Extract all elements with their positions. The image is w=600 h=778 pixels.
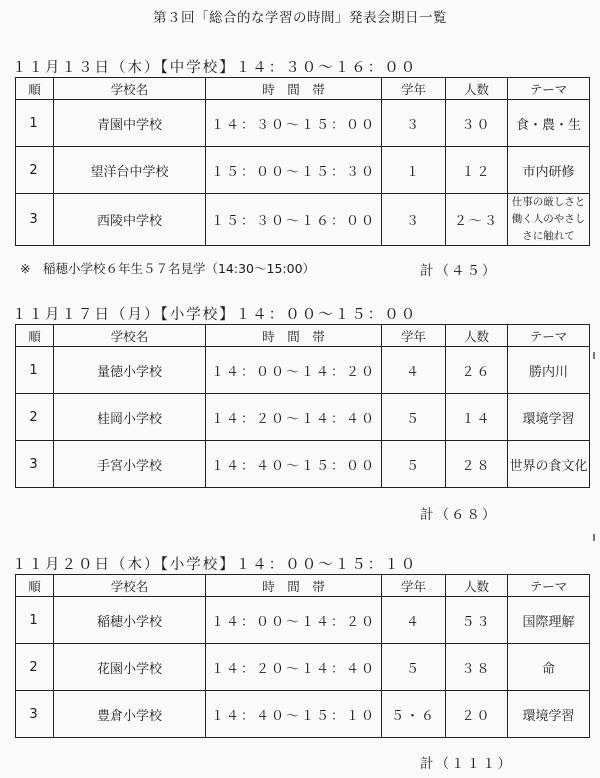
column-header-grade: 学年	[382, 325, 446, 347]
cell-time: １４：２０～１４：４０	[206, 644, 382, 691]
column-header-time: 時 間 帯	[206, 575, 382, 597]
column-header-theme: テーマ	[508, 78, 590, 100]
table-row	[16, 597, 590, 644]
cell-order: 1	[16, 100, 54, 147]
cell-time: １４：００～１４：２０	[206, 597, 382, 644]
cell-school: 望洋台中学校	[54, 147, 206, 194]
section-header: １１月１７日（月）【小学校】１４：００～１５：００	[12, 307, 418, 323]
scan-margin-mark	[593, 352, 595, 359]
column-header-count: 人数	[446, 575, 508, 597]
cell-theme: 市内研修	[508, 147, 590, 194]
column-header-theme: テーマ	[508, 325, 590, 347]
table-row	[16, 644, 590, 691]
table-header-row	[16, 325, 590, 347]
cell-order: 3	[16, 194, 54, 246]
page-title: 第３回「総合的な学習の時間」発表会期日一覧	[153, 10, 447, 26]
cell-count: １４	[446, 394, 508, 441]
cell-school: 花園小学校	[54, 644, 206, 691]
cell-order: 2	[16, 147, 54, 194]
total-count: 計（４５）	[420, 263, 498, 279]
cell-order: 1	[16, 597, 54, 644]
table-row	[16, 194, 590, 246]
schedule-table	[15, 324, 590, 488]
cell-time: １４：４０～１５：００	[206, 441, 382, 488]
column-header-school: 学校名	[54, 575, 206, 597]
column-header-count: 人数	[446, 78, 508, 100]
cell-time: １５：３０～１６：００	[206, 194, 382, 246]
cell-count: １２	[446, 147, 508, 194]
column-header-order: 順	[16, 325, 54, 347]
cell-theme: 勝内川	[508, 347, 590, 394]
cell-count: ２～３	[446, 194, 508, 246]
cell-time: １５：００～１５：３０	[206, 147, 382, 194]
cell-count: ３０	[446, 100, 508, 147]
total-count: 計（６８）	[420, 507, 498, 523]
cell-count: ２８	[446, 441, 508, 488]
cell-order: 3	[16, 691, 54, 738]
column-header-school: 学校名	[54, 78, 206, 100]
cell-order: 2	[16, 644, 54, 691]
cell-order: 3	[16, 441, 54, 488]
cell-theme: 国際理解	[508, 597, 590, 644]
cell-count: ５３	[446, 597, 508, 644]
scan-margin-mark	[593, 534, 595, 541]
column-header-count: 人数	[446, 325, 508, 347]
cell-time: １４：４０～１５：１０	[206, 691, 382, 738]
table-row	[16, 394, 590, 441]
cell-theme: 命	[508, 644, 590, 691]
table-header-row	[16, 575, 590, 597]
column-header-theme: テーマ	[508, 575, 590, 597]
table-row	[16, 691, 590, 738]
column-header-time: 時 間 帯	[206, 325, 382, 347]
cell-theme: 食・農・生	[508, 100, 590, 147]
cell-school: 手宮小学校	[54, 441, 206, 488]
cell-grade: ５	[382, 394, 446, 441]
column-header-grade: 学年	[382, 78, 446, 100]
cell-theme: 環境学習	[508, 394, 590, 441]
cell-count: ２０	[446, 691, 508, 738]
cell-grade: １	[382, 147, 446, 194]
cell-school: 桂岡小学校	[54, 394, 206, 441]
column-header-grade: 学年	[382, 575, 446, 597]
table-row	[16, 147, 590, 194]
observation-note: ※ 稲穂小学校６年生５７名見学（14:30～15:00）	[20, 261, 316, 276]
cell-theme: 環境学習	[508, 691, 590, 738]
cell-school: 青園中学校	[54, 100, 206, 147]
column-header-order: 順	[16, 78, 54, 100]
cell-school: 豊倉小学校	[54, 691, 206, 738]
cell-grade: ５・６	[382, 691, 446, 738]
column-header-order: 順	[16, 575, 54, 597]
total-count: 計（１１１）	[420, 756, 513, 772]
cell-time: １４：２０～１４：４０	[206, 394, 382, 441]
schedule-table	[15, 574, 590, 738]
table-row	[16, 100, 590, 147]
column-header-school: 学校名	[54, 325, 206, 347]
cell-grade: ３	[382, 194, 446, 246]
table-row	[16, 441, 590, 488]
cell-order: 1	[16, 347, 54, 394]
cell-school: 西陵中学校	[54, 194, 206, 246]
section-header: １１月２０日（木）【小学校】１４：００～１５：１０	[12, 557, 418, 573]
cell-school: 稲穂小学校	[54, 597, 206, 644]
table-header-row	[16, 78, 590, 100]
column-header-time: 時 間 帯	[206, 78, 382, 100]
section-header: １１月１３日（木）【中学校】１４：３０～１６：００	[12, 60, 418, 76]
cell-time: １４：３０～１５：００	[206, 100, 382, 147]
schedule-table	[15, 77, 590, 246]
cell-order: 2	[16, 394, 54, 441]
cell-theme: 世界の食文化	[508, 441, 590, 488]
cell-school: 量徳小学校	[54, 347, 206, 394]
cell-count: ２６	[446, 347, 508, 394]
cell-grade: ５	[382, 441, 446, 488]
table-row	[16, 347, 590, 394]
cell-theme: 仕事の厳しさと働く人のやさしさに触れて	[508, 194, 590, 246]
cell-time: １４：００～１４：２０	[206, 347, 382, 394]
cell-grade: ４	[382, 347, 446, 394]
cell-grade: ５	[382, 644, 446, 691]
cell-grade: ３	[382, 100, 446, 147]
cell-count: ３８	[446, 644, 508, 691]
cell-grade: ４	[382, 597, 446, 644]
